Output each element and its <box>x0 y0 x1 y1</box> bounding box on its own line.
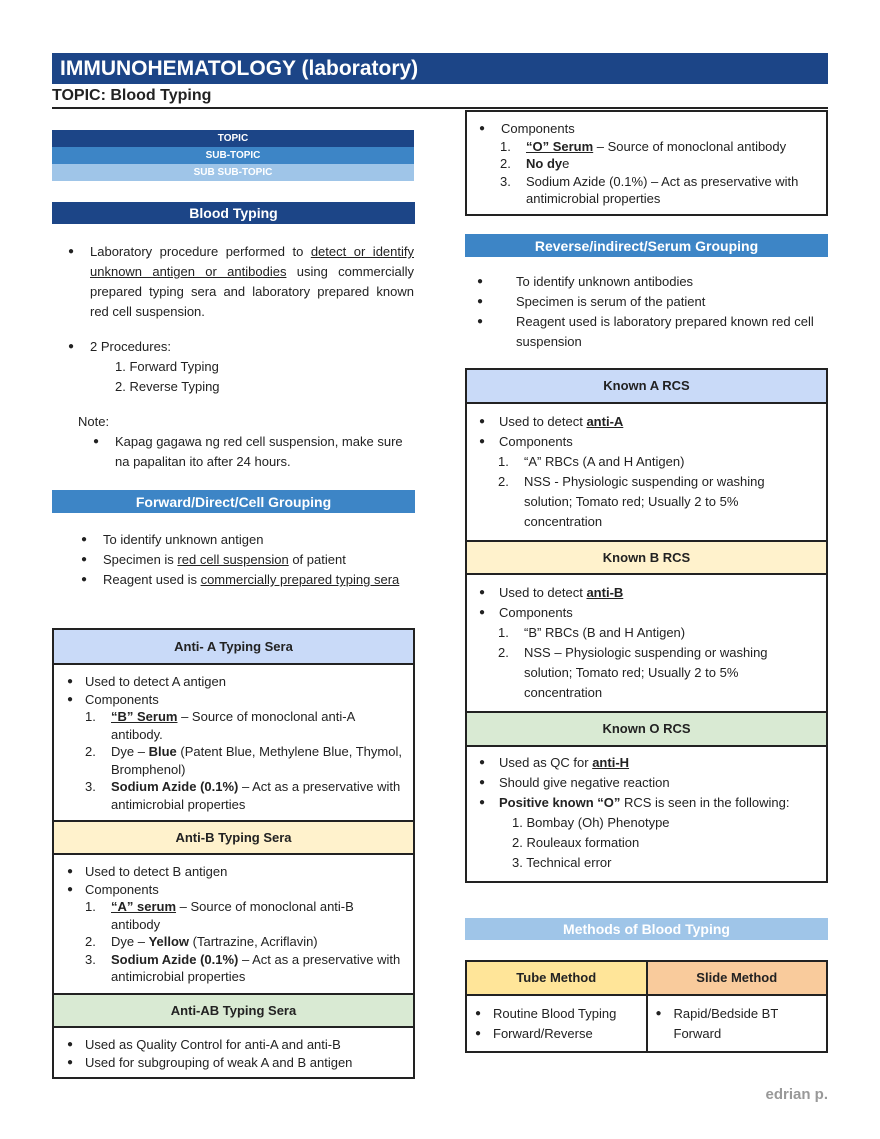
text-segment: Used to detect <box>499 414 587 429</box>
text-segment: using commercially prepared typing sera and laboratory prepared known red cell suspension. <box>90 264 414 319</box>
list-item <box>81 530 411 550</box>
known-b-header: Known B RCS <box>467 542 826 575</box>
text-segment: red cell suspension <box>177 552 289 567</box>
list-item: 2. NSS - Physiologic suspending or washing solution; Tomato red; Usually 2 to 5% concentration <box>498 474 765 529</box>
text-segment: detect or identify unknown antigen or antibodies <box>90 244 414 279</box>
text-segment: – Source of monoclonal anti-B antibody <box>111 899 354 932</box>
text-segment: “A” serum <box>111 899 177 914</box>
text-segment: commercially prepared typing sera <box>200 572 400 587</box>
list-item: ● Components <box>67 881 403 899</box>
legend-subtopic: SUB-TOPIC <box>52 147 414 164</box>
anti-a-header: Anti- A Typing Sera <box>54 630 413 665</box>
text-segment: (Tartrazine, Acriflavin) <box>189 934 318 949</box>
text-segment: Positive known “O” <box>499 795 621 810</box>
text-segment: – Act as a preservative with antimicrobial properties <box>111 951 401 984</box>
anti-ab-content <box>54 1028 413 1079</box>
list-item: 2. Rouleaux formation <box>512 835 640 850</box>
list-item <box>479 773 814 793</box>
known-b-content <box>467 575 826 713</box>
list-item: 1. “B” Serum – Source of monoclonal anti-A antibody. <box>85 709 355 742</box>
list-item <box>81 550 411 570</box>
list-item: 1. “A” RBCs (A and H Antigen) <box>498 454 685 469</box>
text-segment: Should give negative reaction <box>499 775 670 790</box>
author-signature: edrian p. <box>765 1086 828 1103</box>
list-item <box>479 603 814 623</box>
definition-bullet <box>68 242 414 322</box>
text-segment: Blue <box>148 744 177 759</box>
list-item: ● Components <box>67 691 403 709</box>
text-segment: Laboratory procedure performed to <box>90 244 311 259</box>
section-heading-blood-typing: Blood Typing <box>52 202 415 224</box>
list-item: ● Rapid/Bedside BT Forward <box>656 1004 806 1044</box>
tube-header: Tube Method <box>467 962 646 996</box>
reverse-bullets <box>477 272 822 352</box>
list-item <box>479 753 814 773</box>
text-segment: anti-H <box>592 755 630 770</box>
legend-topic: TOPIC <box>52 130 414 147</box>
anti-b-header: Anti-B Typing Sera <box>54 822 413 855</box>
list-item: 1. “A” serum – Source of monoclonal anti-B antibody <box>85 899 354 932</box>
text-segment: Used as QC for <box>499 755 593 770</box>
text-segment: Components <box>499 434 573 449</box>
text-segment: anti-B <box>586 585 624 600</box>
procedures-label: 2 Procedures: <box>90 339 171 354</box>
text-segment: “O” Serum <box>526 138 594 154</box>
methods-table <box>465 960 828 1053</box>
text-segment: anti-A <box>586 414 624 429</box>
text-segment: No dy <box>526 156 563 171</box>
text-segment: Dye – <box>111 744 149 759</box>
list-item: 1. Bombay (Oh) Phenotype <box>512 815 670 830</box>
list-item: 2. Dye – Blue (Patent Blue, Methylene Blue, Thymol, Bromphenol) <box>85 744 402 777</box>
list-item: 2. No dye <box>500 156 570 171</box>
list-item: 3. Technical error <box>512 855 612 870</box>
legend <box>52 130 414 181</box>
text-segment: Sodium Azide (0.1%) <box>111 779 239 794</box>
known-o-header: Known O RCS <box>467 713 826 747</box>
list-item: 1. “O” Serum – Source of monoclonal antibody <box>500 138 787 154</box>
text-segment: “B” Serum <box>111 709 178 724</box>
list-item: 1. “B” RBCs (B and H Antigen) <box>498 625 686 640</box>
known-rcs-table <box>465 368 828 883</box>
list-item: 3. Sodium Azide (0.1%) – Act as a preservative with antimicrobial properties <box>85 779 401 812</box>
text-segment: To identify unknown antigen <box>103 532 264 547</box>
text-segment: Dye – <box>111 934 149 949</box>
text-segment: – Source of monoclonal anti-A antibody. <box>111 709 355 742</box>
list-item: ● Used as Quality Control for anti-A and anti-B <box>67 1036 403 1054</box>
list-item: ● Specimen is serum of the patient <box>477 292 822 312</box>
list-item: ● Used to detect B antigen <box>67 863 403 881</box>
text-segment: – Source of monoclonal antibody <box>593 138 787 154</box>
section-heading-methods: Methods of Blood Typing <box>465 918 828 940</box>
list-item <box>479 583 814 603</box>
text-segment: (Patent Blue, Methylene Blue, Thymol, Bromphenol) <box>111 744 402 777</box>
text-segment: Reagent used is <box>103 572 201 587</box>
known-o-content <box>467 747 826 879</box>
text-segment: Components <box>499 605 573 620</box>
text-segment: – Act as a preservative with antimicrobial properties <box>111 779 401 812</box>
list-item <box>479 432 814 452</box>
typing-sera-table <box>52 628 415 1079</box>
list-item: ● Routine Blood Typing <box>475 1004 638 1024</box>
list-item: ● Forward/Reverse <box>475 1024 638 1044</box>
document-title: IMMUNOHEMATOLOGY (laboratory) <box>52 53 828 84</box>
list-item: 3. Sodium Azide (0.1%) – Act as a preservative with antimicrobial properties <box>85 951 401 984</box>
known-a-content <box>467 404 826 542</box>
list-item: ● Components <box>479 120 814 138</box>
tube-column <box>467 962 648 1051</box>
divider <box>52 107 828 109</box>
section-heading-forward: Forward/Direct/Cell Grouping <box>52 490 415 513</box>
list-item <box>81 570 411 590</box>
slide-column <box>648 962 827 1051</box>
anti-ab-continued <box>465 110 828 216</box>
list-item: ● To identify unknown antibodies <box>477 272 822 292</box>
known-a-header: Known A RCS <box>467 370 826 404</box>
text-segment: e <box>562 156 570 171</box>
section-heading-reverse: Reverse/indirect/Serum Grouping <box>465 234 828 257</box>
list-item: 2. Dye – Yellow (Tartrazine, Acriflavin) <box>85 934 318 949</box>
list-item: ● Used for subgrouping of weak A and B antigen <box>67 1054 403 1072</box>
list-item: 2. NSS – Physiologic suspending or washing solution; Tomato red; Usually 2 to 5% concentration <box>498 645 768 700</box>
topic-heading: TOPIC: Blood Typing <box>52 87 212 104</box>
list-item: ● Used to detect A antigen <box>67 673 403 691</box>
list-item <box>479 412 814 432</box>
note-label: Note: <box>78 414 110 429</box>
text-segment: Sodium Azide (0.1%) <box>111 951 239 967</box>
text-segment: Specimen is <box>103 552 178 567</box>
procedure-item: 2. Reverse Typing <box>115 379 220 394</box>
text-segment: of patient <box>288 552 346 567</box>
text-segment: Sodium Azide (0.1%) – Act as preservative with antimicrobial properties <box>526 173 799 206</box>
anti-ab-header: Anti-AB Typing Sera <box>54 995 413 1028</box>
list-item <box>479 793 814 813</box>
procedures-bullet <box>68 337 414 397</box>
text-segment: RCS is seen in the following: <box>620 795 790 810</box>
procedure-item: 1. Forward Typing <box>115 359 219 374</box>
text-segment: Yellow <box>148 934 190 949</box>
slide-header: Slide Method <box>648 962 827 996</box>
note-bullet: ● Kapag gagawa ng red cell suspension, make sure na papalitan ito after 24 hours. <box>93 432 413 472</box>
list-item: ● Reagent used is laboratory prepared known red cell suspension <box>477 312 822 352</box>
text-segment: Used to detect <box>499 585 587 600</box>
anti-b-content <box>54 855 413 995</box>
legend-subsubtopic: SUB SUB-TOPIC <box>52 164 414 181</box>
anti-a-content <box>54 665 413 822</box>
forward-bullets <box>81 530 411 590</box>
list-item: 3. Sodium Azide (0.1%) – Act as preservative with antimicrobial properties <box>500 173 799 206</box>
